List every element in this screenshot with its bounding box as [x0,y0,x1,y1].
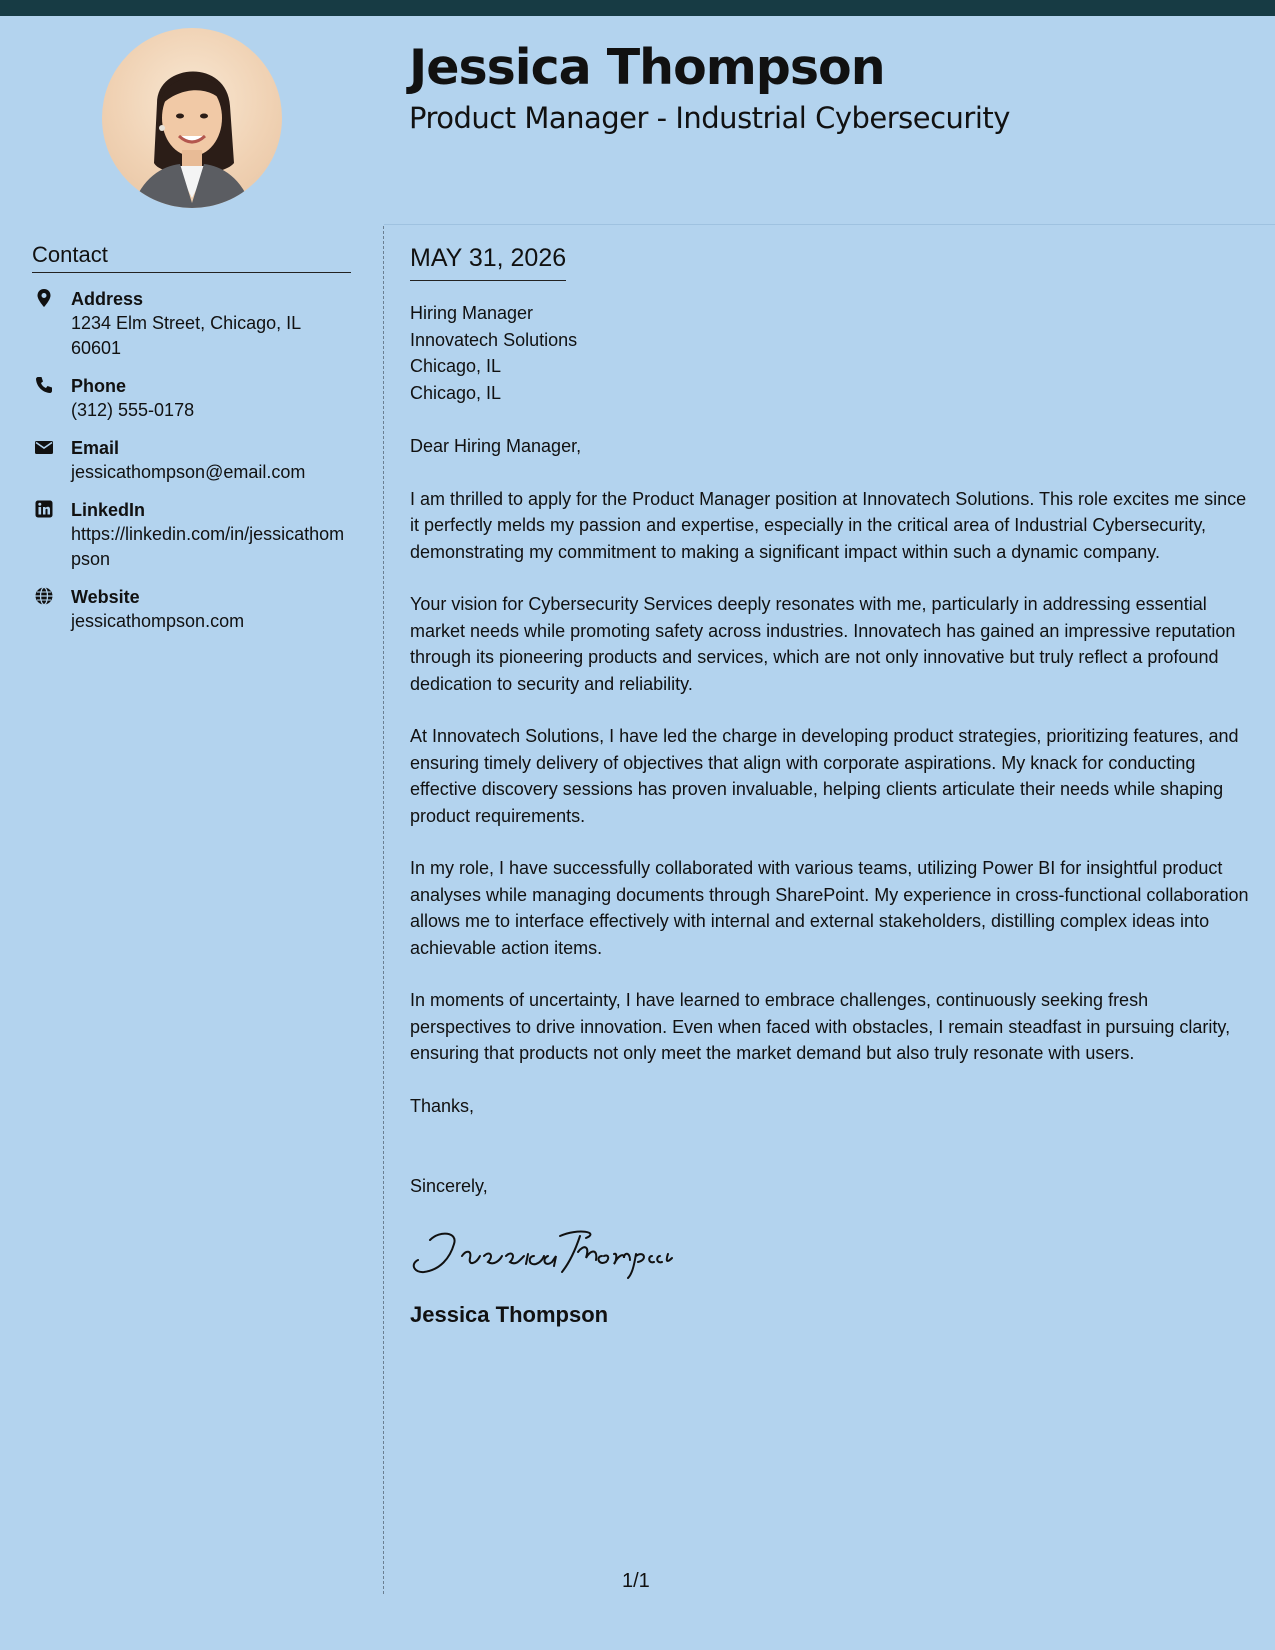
contact-phone [32,374,351,423]
profile-photo [102,28,282,208]
contact-sidebar [32,242,351,634]
recipient-line: Innovatech Solutions [410,329,578,350]
body-paragraph: I am thrilled to apply for the Product Manager position at Innovatech Solutions. This role excites me since it perfectly melds my passion and expertise, especially in the critical area of Industrial Cybersecurity, demonstrating my commitment to making a significant impact within such a dynamic company. [410,488,1247,562]
header-divider [384,224,1275,225]
signer-name: Jessica Thompson [410,1301,609,1327]
recipient-block [410,300,1250,406]
page-number: 1/1 [622,1570,650,1592]
recipient-line: Hiring Manager [410,303,534,323]
contact-address [32,287,351,361]
linkedin-label: LinkedIn [71,500,146,520]
body-paragraph: In my role, I have successfully collaborated with various teams, utilizing Power BI for insightful product analyses while managing documents through SharePoint. My experience in cross-functional collaboration allows me to interface effectively with internal and external stakeholders, distilling complex ideas into achievable action items. [410,858,1249,958]
contact-linkedin [32,498,351,572]
website-value[interactable]: jessicathompson.com [71,611,245,631]
location-pin-icon [34,288,54,308]
website-label: Website [71,587,140,607]
closing: Thanks, [410,1095,475,1116]
signoff: Sincerely, [410,1176,488,1196]
email-label: Email [71,438,120,458]
contact-email [32,436,351,485]
phone-label: Phone [71,376,127,396]
linkedin-value[interactable]: https://linkedin.com/in/jessicathompson [71,524,345,569]
body-paragraph: At Innovatech Solutions, I have led the charge in developing product strategies, prioritizing features, and ensuring timely delivery of objectives that align with corporate aspirations. My knack for conducting effective discovery sessions has proven invaluable, helping clients articulate their needs while shaping product requirements. [410,726,1239,826]
globe-icon [34,586,54,606]
email-value[interactable]: jessicathompson@email.com [71,462,306,482]
letter-date: MAY 31, 2026 [410,242,566,281]
envelope-icon [34,437,54,457]
address-value: 1234 Elm Street, Chicago, IL 60601 [71,313,301,358]
letter-body [410,242,1250,1328]
phone-value: (312) 555-0178 [71,400,195,420]
contact-website [32,585,351,634]
greeting: Dear Hiring Manager, [410,436,582,456]
handwritten-signature [410,1222,1250,1282]
top-bar [0,0,1275,16]
body-paragraph: Your vision for Cybersecurity Services deeply resonates with me, particularly in addressing essential market needs while promoting safety across industries. Innovatech has gained an impressive reputation through its pioneering products and services, which are not only innovative but truly reflect a profound dedication to security and reliability. [410,594,1236,694]
phone-icon [34,375,54,395]
recipient-line: Chicago, IL [410,382,502,403]
applicant-name: Jessica Thompson [409,39,885,96]
recipient-line: Chicago, IL [410,356,502,376]
contact-heading: Contact [32,242,351,273]
job-title: Product Manager - Industrial Cybersecurity [409,101,1010,135]
linkedin-icon [34,499,54,519]
body-paragraph: In moments of uncertainty, I have learned to embrace challenges, continuously seeking fresh perspectives to drive innovation. Even when faced with obstacles, I remain steadfast in pursuing clarity, ensuring that products not only meet the market demand but also truly resonate with users. [410,990,1231,1063]
column-divider [383,226,384,1594]
address-label: Address [71,289,144,309]
